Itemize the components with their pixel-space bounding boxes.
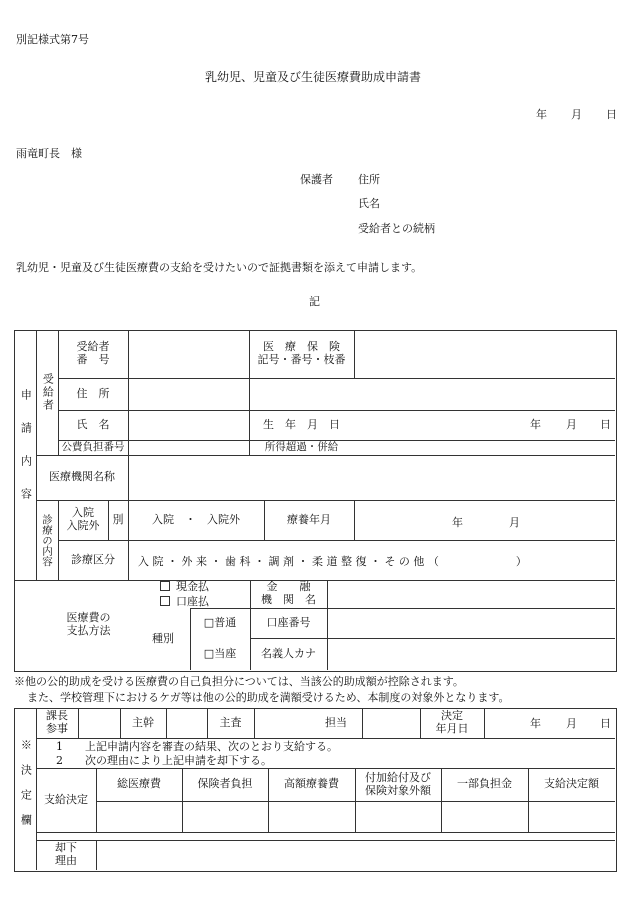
guardian-name-label: 氏名 bbox=[358, 197, 380, 210]
public-burden-label: 公費負担番号 bbox=[61, 441, 125, 454]
decision-year: 年 bbox=[530, 717, 541, 730]
form-title: 乳幼児、児童及び生徒医療費助成申請書 bbox=[205, 70, 422, 84]
guardian-label: 保護者 bbox=[300, 173, 333, 186]
col-high-cost: 高額療養費 bbox=[284, 777, 339, 791]
recipient-number-label: 受給者 番 号 bbox=[76, 340, 110, 366]
note-line-1: ※他の公的助成を受ける医療費の自己負担分については、当該公的助成額が控除されます。 bbox=[14, 675, 464, 688]
account-type-label: 種別 bbox=[152, 631, 174, 645]
treatment-ym-label: 療養年月 bbox=[287, 512, 331, 526]
guardian-address-label: 住所 bbox=[358, 173, 380, 186]
decision-day: 日 bbox=[600, 717, 611, 730]
betsu-label: 別 bbox=[112, 512, 124, 526]
recipient-number-field[interactable] bbox=[129, 331, 249, 378]
account-number-field[interactable] bbox=[328, 609, 615, 638]
ki-label: 記 bbox=[309, 295, 320, 308]
decision-date-label: 決定 年月日 bbox=[435, 709, 469, 735]
kacho-label: 課長 参事 bbox=[46, 709, 68, 735]
current-option[interactable]: □当座 bbox=[203, 646, 237, 660]
reject-reason-label: 却下 理由 bbox=[55, 841, 77, 867]
addressee: 雨竜町長 様 bbox=[16, 147, 82, 160]
note-line-2: また、学校管理下におけるケガ等は他の公的助成を満額受けるため、本制度の対象外となります。 bbox=[27, 691, 510, 704]
income-label: 所得超過・併給 bbox=[264, 441, 339, 454]
account-holder-label: 名義人カナ bbox=[261, 646, 316, 660]
medical-side-label: 診療の内容 bbox=[41, 513, 54, 567]
inout-label: 入院 入院外 bbox=[66, 506, 100, 532]
account-number-label: 口座番号 bbox=[266, 615, 311, 629]
decision-item-2: 2 次の理由により上記申請を却下する。 bbox=[56, 754, 272, 767]
decision-side-label: ※決定欄 bbox=[19, 739, 33, 839]
date-year-label: 年 bbox=[536, 108, 547, 121]
transfer-checkbox[interactable] bbox=[160, 596, 170, 606]
form-number: 別記様式第7号 bbox=[16, 33, 89, 46]
pay-decision-label: 支給決定 bbox=[44, 792, 88, 806]
inout-choice[interactable]: 入院 ・ 入院外 bbox=[152, 512, 240, 526]
institution-label: 医療機関名称 bbox=[49, 470, 115, 484]
account-holder-field[interactable] bbox=[328, 639, 615, 670]
birthdate-day: 日 bbox=[600, 418, 611, 431]
col-extra-benefit: 付加給付及び 保険対象外額 bbox=[365, 770, 431, 797]
col-final-amount: 支給決定額 bbox=[544, 777, 599, 791]
intro-text: 乳幼児・児童及び生徒医療費の支給を受けたいので証拠書類を添えて申請します。 bbox=[16, 261, 423, 274]
decision-item-1: 1 上記申請内容を審査の結果、次のとおり支給する。 bbox=[56, 740, 338, 753]
recipient-name-label: 氏 名 bbox=[76, 417, 110, 431]
date-day-label: 日 bbox=[606, 108, 617, 121]
decision-month: 月 bbox=[566, 717, 577, 730]
shusa-label: 主査 bbox=[219, 715, 242, 729]
insurance-label: 医 療 保 険 記号・番号・枝番 bbox=[257, 340, 346, 366]
payment-method-label: 医療費の 支払方法 bbox=[66, 611, 111, 637]
category-choices[interactable]: 入 院 ・ 外 来 ・ 歯 科 ・ 調 剤 ・ 柔 道 整 復 ・ そ の 他 （ ） bbox=[138, 555, 527, 568]
application-side-label: 申請内容 bbox=[19, 389, 33, 521]
bank-name-label: 金 融 機 関 名 bbox=[261, 580, 316, 606]
transfer-option[interactable]: 口座払 bbox=[160, 596, 209, 607]
institution-field[interactable] bbox=[129, 456, 615, 500]
date-month-label: 月 bbox=[571, 108, 582, 121]
cash-option[interactable]: 現金払 bbox=[160, 581, 209, 592]
ordinary-option[interactable]: □普通 bbox=[203, 615, 237, 629]
recipient-name-field[interactable] bbox=[129, 411, 249, 440]
cash-checkbox[interactable] bbox=[160, 581, 170, 591]
shukan-label: 主幹 bbox=[132, 715, 154, 729]
category-label: 診療区分 bbox=[71, 552, 115, 566]
col-partial-burden: 一部負担金 bbox=[457, 777, 512, 791]
recipient-address-label: 住 所 bbox=[76, 386, 110, 400]
birthdate-year: 年 bbox=[530, 418, 541, 431]
treatment-month: 月 bbox=[509, 516, 520, 529]
birthdate-label: 生 年 月 日 bbox=[263, 417, 340, 431]
col-insurer-burden: 保険者負担 bbox=[197, 777, 253, 791]
tanto-label: 担当 bbox=[325, 715, 347, 729]
col-total-medical: 総医療費 bbox=[117, 777, 161, 791]
guardian-relation-label: 受給者との続柄 bbox=[358, 222, 435, 235]
treatment-year: 年 bbox=[452, 516, 463, 529]
recipient-side-label: 受給者 bbox=[41, 373, 55, 412]
insurance-field[interactable] bbox=[355, 331, 615, 378]
birthdate-month: 月 bbox=[566, 418, 577, 431]
bank-name-field[interactable] bbox=[328, 581, 615, 608]
recipient-address-field[interactable] bbox=[129, 379, 615, 410]
reject-reason-field[interactable] bbox=[97, 841, 615, 870]
